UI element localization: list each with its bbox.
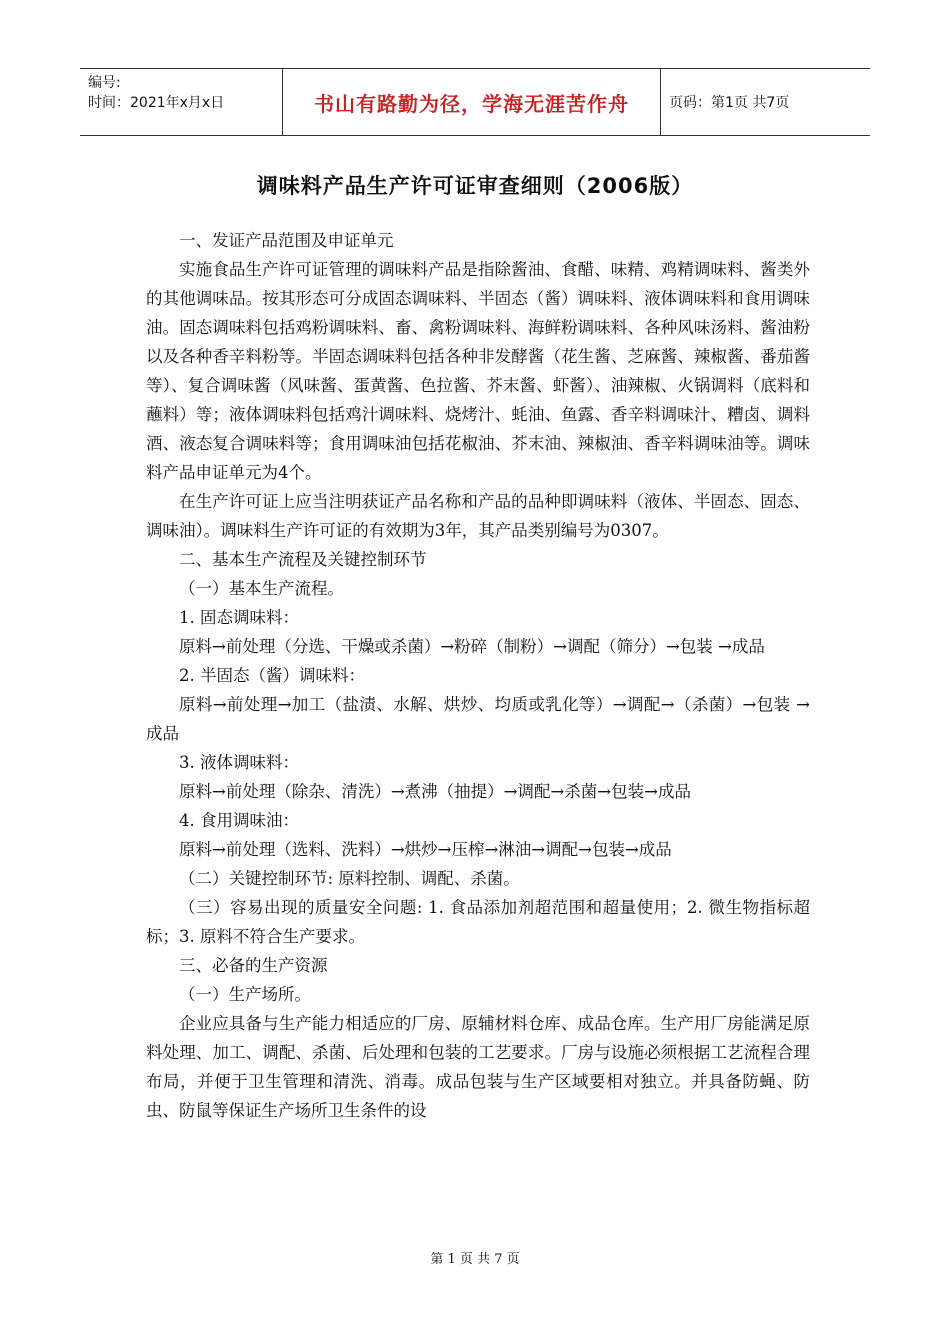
page-footer: 第 1 页 共 7 页 xyxy=(430,1252,520,1267)
document-number-label: 编号: xyxy=(88,75,121,91)
process-flow: 原料→前处理→加工（盐渍、水解、烘炒、均质或乳化等）→调配→（杀菌）→包装 →成品 xyxy=(146,695,810,743)
section-heading-3: 三、必备的生产资源 xyxy=(179,956,328,975)
header-meta-cell xyxy=(80,69,283,135)
body-paragraph: 企业应具备与生产能力相适应的厂房、原辅材料仓库、成品仓库。生产用厂房能满足原料处理、加工、调配、杀菌、后处理和包装的工艺要求。厂房与设施必须根据工艺流程合理布局，并便于卫生管理和清洗、消毒。成品包装与生产区域要相对独立。并具备防蝇、防虫、防鼠等保证生产场所卫生条件的设 xyxy=(146,1014,810,1120)
header-page-info: 页码：第1页 共7页 xyxy=(669,95,790,111)
document-title: 调味料产品生产许可证审查细则（2006版） xyxy=(256,174,694,198)
list-item-label: 2. 半固态（酱）调味料： xyxy=(179,666,365,685)
section-heading-1: 一、发证产品范围及申证单元 xyxy=(179,231,394,250)
body-paragraph: 在生产许可证上应当注明获证产品名称和产品的品种即调味料（液体、半固态、固态、调味油）。调味料生产许可证的有效期为3年，其产品类别编号为0307。 xyxy=(146,492,810,540)
body-paragraph: 实施食品生产许可证管理的调味料产品是指除酱油、食醋、味精、鸡精调味料、酱类外的其他调味品。按其形态可分成固态调味料、半固态（酱）调味料、液体调味料和食用调味油。固态调味料包括鸡粉调味料、畜、禽粉调味料、海鲜粉调味料、各种风味汤料、酱油粉以及各种香辛料粉等。半固态调味料包括各种非发酵酱（花生酱、芝麻酱、辣椒酱、番茄酱等）、复合调味酱（风味酱、蛋黄酱、色拉酱、芥末酱、虾酱）、油辣椒、火锅调料（底料和蘸料）等；液体调味料包括鸡汁调味料、烧烤汁、蚝油、鱼露、香辛料调味汁、糟卤、调料酒、液态复合调味料等；食用调味油包括花椒油、芥末油、辣椒油、香辛料调味油等。调味料产品申证单元为4个。 xyxy=(146,260,810,482)
list-item-label: 4. 食用调味油： xyxy=(179,811,299,830)
process-flow: 原料→前处理（分选、干燥或杀菌）→粉碎（制粉）→调配（筛分）→包装 →成品 xyxy=(179,637,765,656)
process-flow: 原料→前处理（选料、洗料）→烘炒→压榨→淋油→调配→包装→成品 xyxy=(179,840,672,859)
section-heading-2: 二、基本生产流程及关键控制环节 xyxy=(179,550,427,569)
subsection-heading: （三）容易出现的质量安全问题: 1. 食品添加剂超范围和超量使用；2. 微生物指标超标；3. 原料不符合生产要求。 xyxy=(146,898,810,946)
list-item-label: 3. 液体调味料： xyxy=(179,753,299,772)
subsection-heading: （一）基本生产流程。 xyxy=(179,579,344,598)
list-item-label: 1. 固态调味料： xyxy=(179,608,299,627)
process-flow: 原料→前处理（除杂、清洗）→煮沸（抽提）→调配→杀菌→包装→成品 xyxy=(179,782,691,801)
document-body xyxy=(146,226,810,1125)
subsection-heading: （二）关键控制环节: 原料控制、调配、杀菌。 xyxy=(179,869,520,888)
document-date: 时间：2021年x月x日 xyxy=(88,95,225,111)
subsection-heading: （一）生产场所。 xyxy=(179,985,311,1004)
document-header xyxy=(80,68,870,136)
header-motto: 书山有路勤为径，学海无涯苦作舟 xyxy=(283,69,661,135)
